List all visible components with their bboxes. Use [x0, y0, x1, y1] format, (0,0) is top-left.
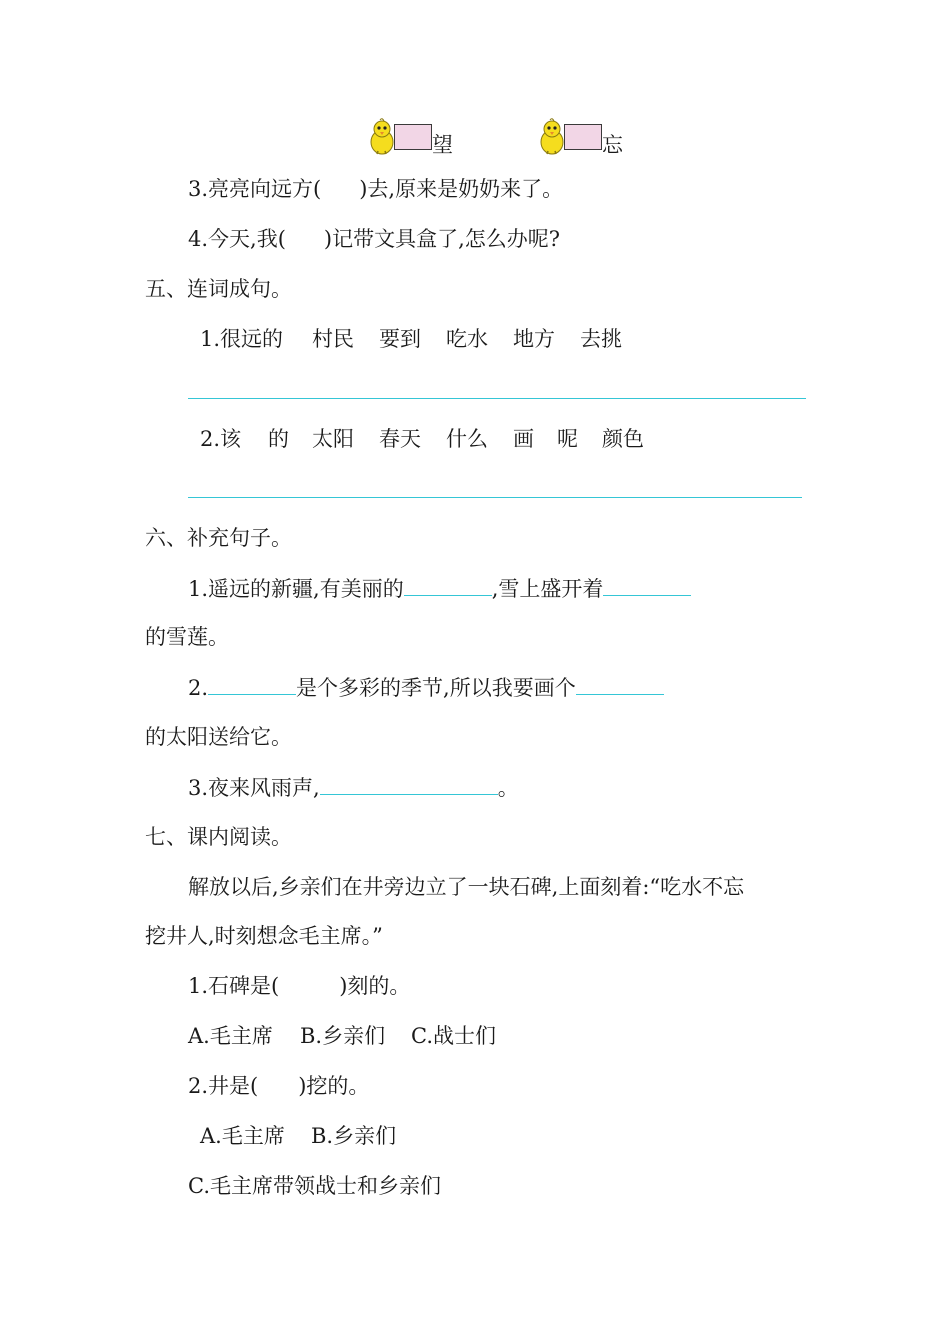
- pair-char: 望: [432, 133, 453, 157]
- section-title: 五、连词成句。: [145, 277, 292, 301]
- word: 呢: [557, 427, 578, 451]
- question-6-2: 2. 是个多彩的季节,所以我要画个: [188, 672, 664, 703]
- option[interactable]: B.乡亲们: [300, 1024, 386, 1048]
- pair-char: 忘: [602, 133, 623, 157]
- answer-box[interactable]: [394, 124, 432, 150]
- word: 吃水: [446, 327, 488, 351]
- word: 的: [268, 427, 289, 451]
- options-7-1: [188, 1021, 496, 1051]
- question-4-3: 3.亮亮向远方( )去,原来是奶奶来了。: [188, 177, 564, 201]
- word: 很远的: [220, 327, 284, 351]
- option[interactable]: A.毛主席: [188, 1024, 273, 1048]
- question-6-2-cont: 的太阳送给它。: [145, 725, 292, 749]
- section-title: 七、课内阅读。: [145, 825, 292, 849]
- option[interactable]: B.乡亲们: [311, 1124, 397, 1148]
- word: 去挑: [580, 327, 622, 351]
- passage-line: 解放以后,乡亲们在井旁边立了一块石碑,上面刻着:“吃水不忘: [188, 875, 745, 899]
- section-title: 六、补充句子。: [145, 526, 292, 550]
- question-5-1: 1.很远的 村民 要到 吃水 地方 去挑: [200, 324, 283, 354]
- word: 画: [513, 427, 534, 451]
- question-4-4: 4.今天,我( )记带文具盒了,怎么办呢?: [188, 227, 561, 251]
- answer-line[interactable]: [188, 398, 806, 399]
- fill-blank[interactable]: [404, 573, 492, 596]
- option[interactable]: C.战士们: [411, 1024, 496, 1048]
- answer-box[interactable]: [564, 124, 602, 150]
- word: 村民: [312, 327, 354, 351]
- fill-blank[interactable]: [576, 672, 664, 695]
- option[interactable]: C.毛主席带领战士和乡亲们: [188, 1174, 441, 1198]
- option[interactable]: A.毛主席: [200, 1124, 285, 1148]
- question-6-1-cont: 的雪莲。: [145, 625, 229, 649]
- question-6-1: 1.遥远的新疆,有美丽的 ,雪上盛开着: [188, 573, 691, 604]
- passage-line: 挖井人,时刻想念毛主席。”: [145, 924, 383, 948]
- answer-line[interactable]: [188, 497, 802, 498]
- question-5-2: 2.该 的 太阳 春天 什么 画 呢 颜色: [200, 424, 241, 454]
- word: 太阳: [312, 427, 354, 451]
- question-6-3: 3.夜来风雨声, 。: [188, 772, 519, 803]
- question-7-1: 1.石碑是( )刻的。: [188, 974, 411, 998]
- chick-icon: [368, 118, 396, 156]
- word: 地方: [513, 327, 555, 351]
- question-7-2: 2.井是( )挖的。: [188, 1074, 370, 1098]
- word: 要到: [379, 327, 421, 351]
- word: 该: [220, 427, 242, 451]
- word: 什么: [446, 427, 488, 451]
- word: 颜色: [602, 427, 644, 451]
- fill-blank[interactable]: [603, 573, 691, 596]
- options-7-2: [200, 1121, 397, 1151]
- fill-blank[interactable]: [208, 672, 296, 695]
- fill-blank[interactable]: [320, 772, 498, 795]
- chick-icon: [538, 118, 566, 156]
- word: 春天: [379, 427, 421, 451]
